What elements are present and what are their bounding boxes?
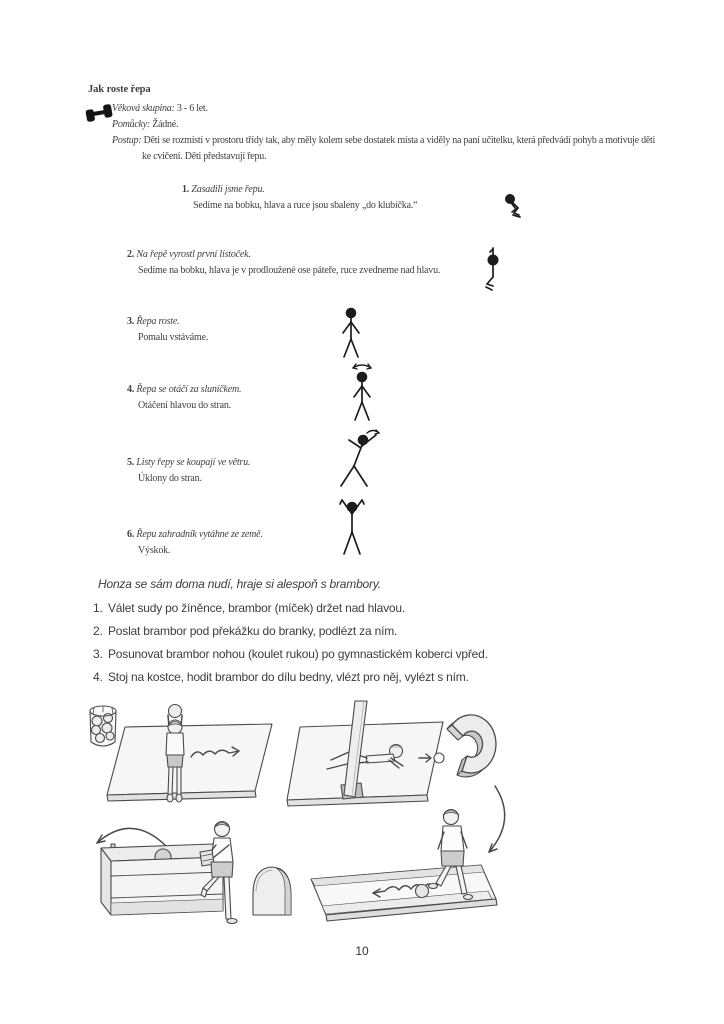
activity2-item-1 — [93, 601, 405, 615]
item-text: Poslat brambor pod překážku do branky, podlézt za ním. — [108, 624, 398, 638]
step-desc: Úklony do stran. — [138, 473, 202, 484]
step-desc: Otáčení hlavou do stran. — [138, 400, 231, 411]
step-1 — [182, 182, 482, 214]
item-number: 4. — [93, 670, 103, 684]
step-number: 6. — [127, 529, 135, 540]
step-number: 1. — [182, 184, 190, 195]
step-desc: Sedíme na bobku, hlava a ruce jsou sbaleny „do klubíčka.“ — [193, 200, 418, 211]
figure-side-bend-icon — [331, 428, 383, 490]
next-exercise-arrow — [489, 786, 505, 852]
activity-meta — [112, 101, 664, 165]
item-number: 3. — [93, 647, 103, 661]
step-desc: Sedíme na bobku, hlava je v prodloužené ose páteře, ruce zvedneme nad hlavu. — [138, 265, 441, 276]
figure-standing-icon — [337, 306, 365, 366]
page-title: Jak roste řepa — [88, 84, 151, 95]
figure-head-turning-icon — [347, 361, 377, 427]
aids-label: Pomůcky: — [112, 119, 150, 130]
page-number: 10 — [355, 944, 369, 958]
exercise-illustrations — [83, 698, 543, 943]
age-group-value: 3 - 6 let. — [176, 103, 208, 114]
rolling-on-mat-illustration — [107, 705, 272, 803]
item-number: 2. — [93, 624, 103, 638]
figure-curled-crouch-icon — [501, 192, 527, 220]
step-desc: Výskok. — [138, 545, 171, 556]
step-number: 4. — [127, 384, 135, 395]
potato-ball — [416, 885, 429, 898]
step-title: Listy řepy se koupají ve větru. — [136, 457, 251, 468]
goal-block-illustration — [447, 715, 496, 777]
step-title: Na řepě vyrostl první lístoček. — [136, 249, 251, 260]
step-2 — [127, 247, 487, 279]
item-text: Válet sudy po žíněnce, brambor (míček) držet nad hlavou. — [108, 601, 405, 615]
dumbbell-icon — [84, 101, 114, 125]
age-group-label: Věková skupina: — [112, 103, 175, 114]
procedure-line — [112, 133, 664, 165]
step-number: 2. — [127, 249, 135, 260]
aids-value: Žádné. — [152, 119, 179, 130]
age-group-line — [112, 101, 664, 117]
figure-jump-arms-up-icon — [335, 497, 369, 561]
figure-crouch-arms-up-icon — [482, 246, 504, 292]
step-title: Řepa roste. — [136, 316, 180, 327]
half-cylinder-block-illustration — [253, 867, 291, 915]
step-number: 5. — [127, 457, 135, 468]
crawling-under-obstacle-illustration — [287, 701, 444, 806]
box-throw-illustration — [97, 822, 237, 924]
potato-basket-illustration — [90, 706, 116, 746]
potato-ball — [434, 753, 444, 763]
item-text: Stoj na kostce, hodit brambor do dílu bedny, vlézt pro něj, vylézt s ním. — [108, 670, 469, 684]
aids-line — [112, 117, 664, 133]
step-title: Řepa se otáčí za sluníčkem. — [136, 384, 242, 395]
walking-with-ball-illustration — [311, 810, 497, 922]
procedure-label: Postup: — [112, 135, 142, 146]
item-number: 1. — [93, 601, 103, 615]
step-title: Zasadili jsme řepu. — [191, 184, 265, 195]
step-title: Řepu zahradník vytáhne ze země. — [136, 529, 263, 540]
step-desc: Pomalu vstáváme. — [138, 332, 209, 343]
procedure-value: Děti se rozmístí v prostoru třídy tak, aby měly kolem sebe dostatek místa a viděly na paní učitelku, která předvádí pohyb a motivuje děti ke cvičení. Děti představují řepu. — [142, 135, 656, 162]
activity2-item-3 — [93, 647, 488, 661]
activity2-item-2 — [93, 624, 397, 638]
step-number: 3. — [127, 316, 135, 327]
activity2-intro: Honza se sám doma nudí, hraje si alespoň s brambory. — [98, 577, 381, 591]
activity2-item-4 — [93, 670, 469, 684]
item-text: Posunovat brambor nohou (koulet rukou) po gymnastickém koberci vpřed. — [108, 647, 488, 661]
